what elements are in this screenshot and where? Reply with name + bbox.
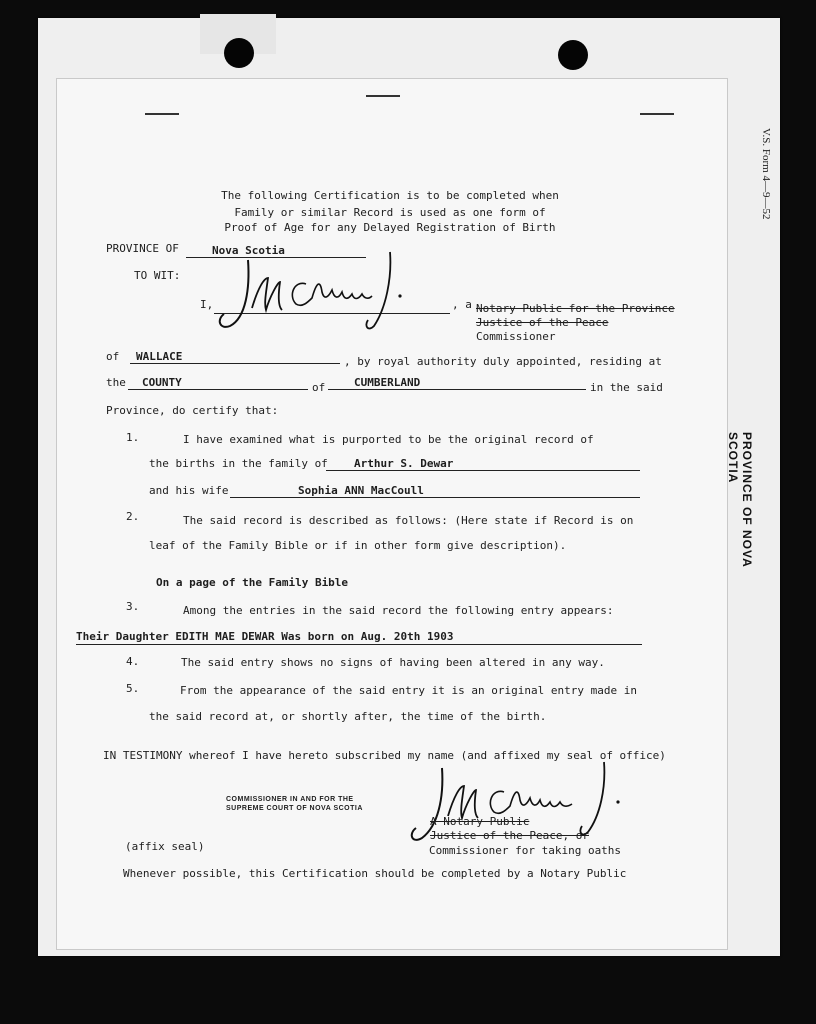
staple-mark [145, 113, 179, 115]
item-3-text: Among the entries in the said record the following entry appears: [183, 604, 614, 617]
punch-hole-left [224, 38, 254, 68]
province-label: PROVINCE OF [106, 242, 179, 255]
footer-note: Whenever possible, this Certification should be completed by a Notary Public [123, 867, 627, 880]
wife-label: and his wife [149, 484, 229, 497]
item-2-text: The said record is described as follows: (Here state if Record is on [183, 514, 634, 527]
header-line-3: Proof of Age for any Delayed Registration of Birth [224, 221, 556, 234]
county-name-field: CUMBERLAND [328, 376, 586, 390]
form-id-label: V.S. Form 4—9—52 [760, 128, 772, 220]
county-field: COUNTY [128, 376, 308, 390]
item-1-text: I have examined what is purported to be the original record of [183, 433, 594, 446]
commissioner-stamp-line-1: COMMISSIONER IN AND FOR THE [226, 796, 354, 803]
punch-hole-right [558, 40, 588, 70]
item-2-number: 2. [126, 510, 140, 523]
record-description: On a page of the Family Bible [156, 576, 349, 589]
to-wit-label: TO WIT: [134, 269, 181, 282]
residence-field: WALLACE [130, 350, 340, 364]
title-commissioner: Commissioner [476, 330, 556, 343]
item-5-text: From the appearance of the said entry it is an original entry made in [180, 684, 637, 697]
header-line-2: Family or similar Record is used as one form of [234, 206, 546, 219]
item-4-text: The said entry shows no signs of having been altered in any way. [181, 656, 605, 669]
testimony-text: IN TESTIMONY whereof I have hereto subscribed my name (and affixed my seal of office) [103, 749, 666, 762]
births-label: the births in the family of [149, 457, 328, 470]
a-label: , a [452, 298, 472, 311]
the-label: the [106, 376, 126, 389]
item-3-number: 3. [126, 600, 140, 613]
header-line-1: The following Certification is to be completed when [221, 189, 559, 202]
item-1-number: 1. [126, 431, 140, 444]
title-justice-struck: Justice of the Peace [476, 316, 609, 329]
item-5-number: 5. [126, 682, 140, 695]
province-certify-text: Province, do certify that: [106, 404, 279, 417]
of-label: of [106, 350, 120, 363]
of2-label: of [312, 381, 326, 394]
item-4-number: 4. [126, 655, 140, 668]
item-2-text-2: leaf of the Family Bible or if in other form give description). [149, 539, 567, 552]
royal-authority-text: , by royal authority duly appointed, residing at [344, 355, 662, 368]
province-side-stamp: PROVINCE OF NOVA SCOTIA [726, 432, 754, 568]
father-field: Arthur S. Dewar [326, 457, 640, 471]
entry-field: Their Daughter EDITH MAE DEWAR Was born on Aug. 20th 1903 [76, 630, 642, 645]
title-notary-struck: Notary Public for the Province [476, 302, 675, 315]
i-label: I, [200, 298, 214, 311]
in-the-said-text: in the said [590, 381, 663, 394]
province-field: Nova Scotia [186, 244, 366, 258]
signature-top [208, 248, 408, 338]
sig-title-notary-struck: A Notary Public [430, 815, 530, 828]
staple-mark [640, 113, 674, 115]
sig-title-justice-struck: Justice of the Peace, or [430, 829, 589, 842]
commissioner-stamp-line-2: SUPREME COURT OF NOVA SCOTIA [226, 805, 363, 812]
wife-field: Sophia ANN MacCoull [230, 484, 640, 498]
sig-title-commissioner: Commissioner for taking oaths [429, 844, 622, 857]
affix-seal-label: (affix seal) [125, 840, 205, 853]
item-5-text-2: the said record at, or shortly after, the time of the birth. [149, 710, 547, 723]
staple-mark [366, 95, 400, 97]
